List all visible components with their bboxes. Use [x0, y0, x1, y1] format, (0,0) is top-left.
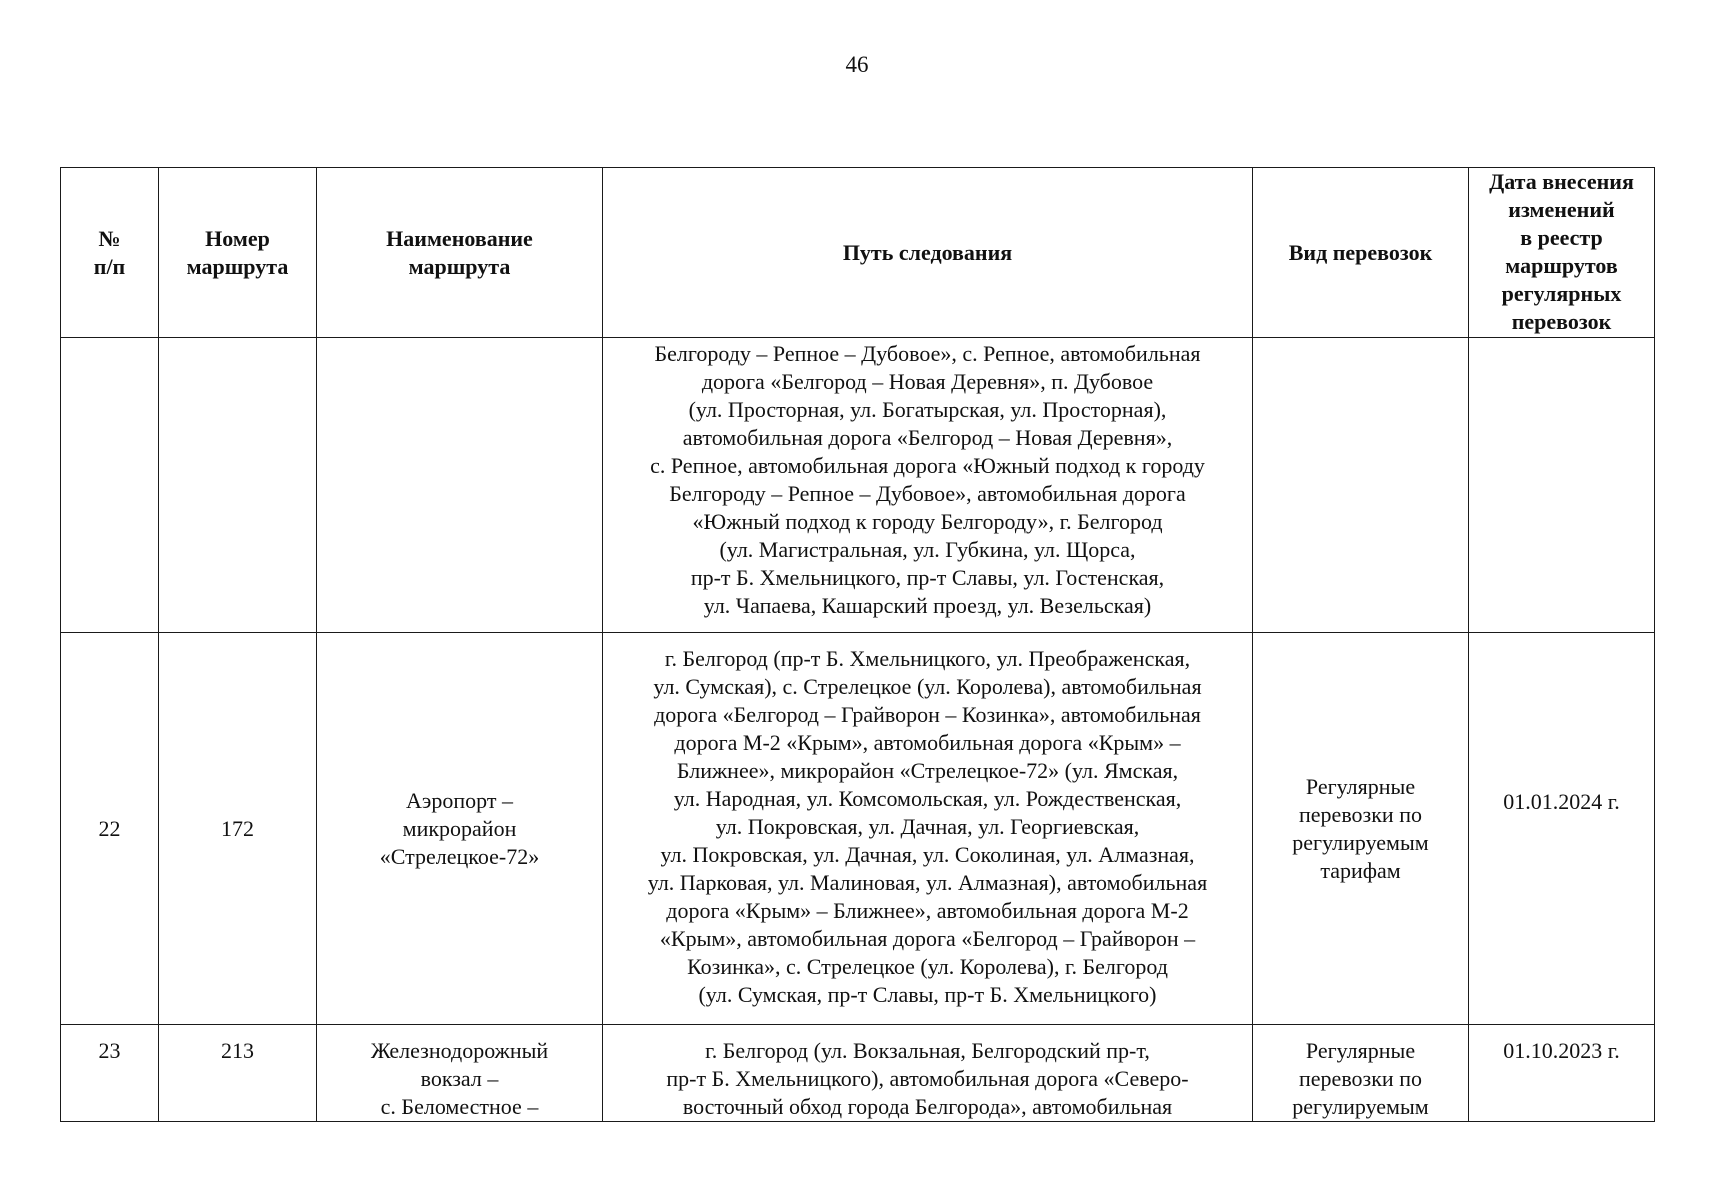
header-index: № п/п	[61, 168, 159, 338]
cell-route-name: Железнодорожный вокзал – с. Беломестное –	[317, 1025, 603, 1122]
header-route-name: Наименование маршрута	[317, 168, 603, 338]
cell-index	[61, 338, 159, 633]
cell-index: 22	[61, 633, 159, 1025]
cell-route-path: г. Белгород (ул. Вокзальная, Белгородский пр-т, пр-т Б. Хмельницкого), автомобильная дорога «Северо- восточный обход города Белгорода», автомобильная	[603, 1025, 1253, 1122]
cell-transport-type: Регулярные перевозки по регулируемым	[1253, 1025, 1469, 1122]
cell-route-number: 172	[159, 633, 317, 1025]
table-row	[61, 338, 1655, 633]
header-route-number: Номер маршрута	[159, 168, 317, 338]
table-row	[61, 1025, 1655, 1122]
cell-index: 23	[61, 1025, 159, 1122]
table-header-row	[61, 168, 1655, 338]
header-route-path: Путь следования	[603, 168, 1253, 338]
cell-registry-date: 01.01.2024 г.	[1469, 633, 1655, 1025]
cell-route-name	[317, 338, 603, 633]
table-row	[61, 633, 1655, 1025]
cell-registry-date	[1469, 338, 1655, 633]
cell-route-path: г. Белгород (пр-т Б. Хмельницкого, ул. Преображенская, ул. Сумская), с. Стрелецкое (ул. Королева), автомобильная дорога «Белгород – Грайворон – Козинка», автомобильная дорога М-2 «Крым», автомобильная дорога «Крым» – Ближнее», микрорайон «Стрелецкое-72» (ул. Ямская, ул. Народная, ул. Комсомольская, ул. Рождественская, ул. Покровская, ул. Дачная, ул. Георгиевская, ул. Покровская, ул. Дачная, ул. Соколиная, ул. Алмазная, ул. Парковая, ул. Малиновая, ул. Алмазная), автомобильная дорога «Крым» – Ближнее», автомобильная дорога М-2 «Крым», автомобильная дорога «Белгород – Грайворон – Козинка», с. Стрелецкое (ул. Королева), г. Белгород (ул. Сумская, пр-т Славы, пр-т Б. Хмельницкого)	[603, 633, 1253, 1025]
cell-route-path: Белгороду – Репное – Дубовое», с. Репное, автомобильная дорога «Белгород – Новая Деревня», п. Дубовое (ул. Просторная, ул. Богатырская, ул. Просторная), автомобильная дорога «Белгород – Новая Деревня», с. Репное, автомобильная дорога «Южный подход к городу Белгороду – Репное – Дубовое», автомобильная дорога «Южный подход к городу Белгороду», г. Белгород (ул. Магистральная, ул. Губкина, ул. Щорса, пр-т Б. Хмельницкого, пр-т Славы, ул. Гостенская, ул. Чапаева, Кашарский проезд, ул. Везельская)	[603, 338, 1253, 633]
cell-route-number: 213	[159, 1025, 317, 1122]
cell-route-number	[159, 338, 317, 633]
header-registry-date: Дата внесения изменений в реестр маршрутов регулярных перевозок	[1469, 168, 1655, 338]
header-transport-type: Вид перевозок	[1253, 168, 1469, 338]
cell-registry-date: 01.10.2023 г.	[1469, 1025, 1655, 1122]
cell-route-name: Аэропорт – микрорайон «Стрелецкое-72»	[317, 633, 603, 1025]
cell-transport-type: Регулярные перевозки по регулируемым тарифам	[1253, 633, 1469, 1025]
routes-table	[60, 167, 1655, 1122]
cell-transport-type	[1253, 338, 1469, 633]
page-number: 46	[845, 52, 869, 77]
